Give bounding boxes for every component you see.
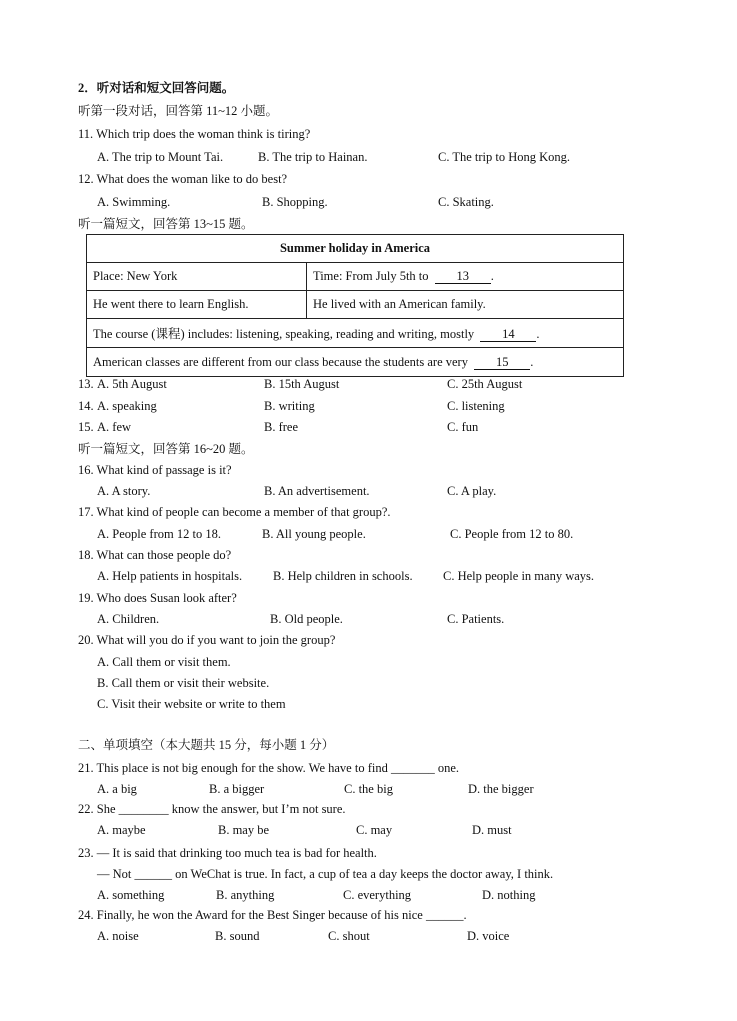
question-16: 16. What kind of passage is it? xyxy=(78,463,232,477)
q23-option-d[interactable]: D. nothing xyxy=(482,888,536,902)
q17-option-c[interactable]: C. People from 12 to 80. xyxy=(450,527,574,541)
q22-option-c[interactable]: C. may xyxy=(356,823,393,837)
question-17: 17. What kind of people can become a member of that group?. xyxy=(78,505,391,519)
q21-option-a[interactable]: A. a big xyxy=(97,782,137,796)
q16-option-a[interactable]: A. A story. xyxy=(97,484,151,498)
q23-option-b[interactable]: B. anything xyxy=(216,888,275,902)
q20-option-b[interactable]: B. Call them or visit their website. xyxy=(97,676,270,690)
q24-option-b[interactable]: B. sound xyxy=(215,929,260,943)
question-21: 21. This place is not big enough for the show. We have to find _______ one. xyxy=(78,761,460,775)
q16-option-b[interactable]: B. An advertisement. xyxy=(264,484,370,498)
passage2-intro: 听一篇短文，回答第 16~20 题。 xyxy=(78,442,254,456)
q22-option-a[interactable]: A. maybe xyxy=(97,823,146,837)
q24-option-d[interactable]: D. voice xyxy=(467,929,510,943)
q12-option-a[interactable]: A. Swimming. xyxy=(97,195,171,209)
question-23: 23. — It is said that drinking too much tea is bad for health. xyxy=(78,846,377,860)
question-19: 19. Who does Susan look after? xyxy=(78,591,237,605)
q14-option-b[interactable]: B. writing xyxy=(264,399,315,413)
question-24: 24. Finally, he won the Award for the Best Singer because of his nice ______. xyxy=(78,908,467,922)
section-heading-2: 二、单项填空（本大题共 15 分，每小题 1 分） xyxy=(78,738,335,752)
q18-option-b[interactable]: B. Help children in schools. xyxy=(273,569,413,583)
table-classes: American classes are different from our class because the students are very 15 . xyxy=(87,348,624,377)
q14-option-c[interactable]: C. listening xyxy=(447,399,505,413)
table-time: Time: From July 5th to 13 . xyxy=(307,263,624,291)
summer-holiday-table xyxy=(86,234,624,377)
q23-option-c[interactable]: C. everything xyxy=(343,888,412,902)
q11-option-b[interactable]: B. The trip to Hainan. xyxy=(258,150,368,164)
passage1-intro: 听一篇短文，回答第 13~15 题。 xyxy=(78,217,254,231)
q15-option-c[interactable]: C. fun xyxy=(447,420,479,434)
question-13: 13. xyxy=(78,377,94,391)
section-heading: 2．听对话和短文回答问题。 xyxy=(78,81,235,95)
table-place: Place: New York xyxy=(87,263,307,291)
question-14: 14. xyxy=(78,399,94,413)
q18-option-a[interactable]: A. Help patients in hospitals. xyxy=(97,569,243,583)
q21-option-d[interactable]: D. the bigger xyxy=(468,782,534,796)
q22-option-d[interactable]: D. must xyxy=(472,823,512,837)
q15-option-b[interactable]: B. free xyxy=(264,420,299,434)
dialog1-intro: 听第一段对话，回答第 11~12 小题。 xyxy=(78,104,279,118)
question-20: 20. What will you do if you want to join the group? xyxy=(78,633,336,647)
table-learn: He went there to learn English. xyxy=(87,291,307,319)
question-11: 11. Which trip does the woman think is tiring? xyxy=(78,127,311,141)
table-course: The course (课程) includes: listening, speaking, reading and writing, mostly 14 . xyxy=(87,319,624,348)
blank-13[interactable]: 13 xyxy=(435,270,491,284)
q20-option-c[interactable]: C. Visit their website or write to them xyxy=(97,697,286,711)
q17-option-a[interactable]: A. People from 12 to 18. xyxy=(97,527,221,541)
q12-option-c[interactable]: C. Skating. xyxy=(438,195,494,209)
question-23-reply: — Not ______ on WeChat is true. In fact, a cup of tea a day keeps the doctor away, I think. xyxy=(97,867,554,881)
blank-15[interactable]: 15 xyxy=(474,356,530,370)
table-lived: He lived with an American family. xyxy=(307,291,624,319)
question-22: 22. She ________ know the answer, but I’m not sure. xyxy=(78,802,346,816)
blank-14[interactable]: 14 xyxy=(480,328,536,342)
q19-option-b[interactable]: B. Old people. xyxy=(270,612,343,626)
question-12: 12. What does the woman like to do best? xyxy=(78,172,288,186)
q13-option-c[interactable]: C. 25th August xyxy=(447,377,523,391)
q20-option-a[interactable]: A. Call them or visit them. xyxy=(97,655,231,669)
q12-option-b[interactable]: B. Shopping. xyxy=(262,195,328,209)
q11-option-c[interactable]: C. The trip to Hong Kong. xyxy=(438,150,571,164)
q24-option-a[interactable]: A. noise xyxy=(97,929,139,943)
q18-option-c[interactable]: C. Help people in many ways. xyxy=(443,569,595,583)
question-18: 18. What can those people do? xyxy=(78,548,232,562)
q13-option-b[interactable]: B. 15th August xyxy=(264,377,340,391)
q17-option-b[interactable]: B. All young people. xyxy=(262,527,366,541)
q15-option-a[interactable]: A. few xyxy=(97,420,132,434)
q24-option-c[interactable]: C. shout xyxy=(328,929,370,943)
q19-option-a[interactable]: A. Children. xyxy=(97,612,160,626)
table-title: Summer holiday in America xyxy=(87,235,624,263)
q11-option-a[interactable]: A. The trip to Mount Tai. xyxy=(97,150,224,164)
q16-option-c[interactable]: C. A play. xyxy=(447,484,497,498)
q21-option-c[interactable]: C. the big xyxy=(344,782,393,796)
q21-option-b[interactable]: B. a bigger xyxy=(209,782,265,796)
q19-option-c[interactable]: C. Patients. xyxy=(447,612,505,626)
question-15: 15. xyxy=(78,420,94,434)
q13-option-a[interactable]: A. 5th August xyxy=(97,377,167,391)
q14-option-a[interactable]: A. speaking xyxy=(97,399,157,413)
q23-option-a[interactable]: A. something xyxy=(97,888,165,902)
q22-option-b[interactable]: B. may be xyxy=(218,823,270,837)
